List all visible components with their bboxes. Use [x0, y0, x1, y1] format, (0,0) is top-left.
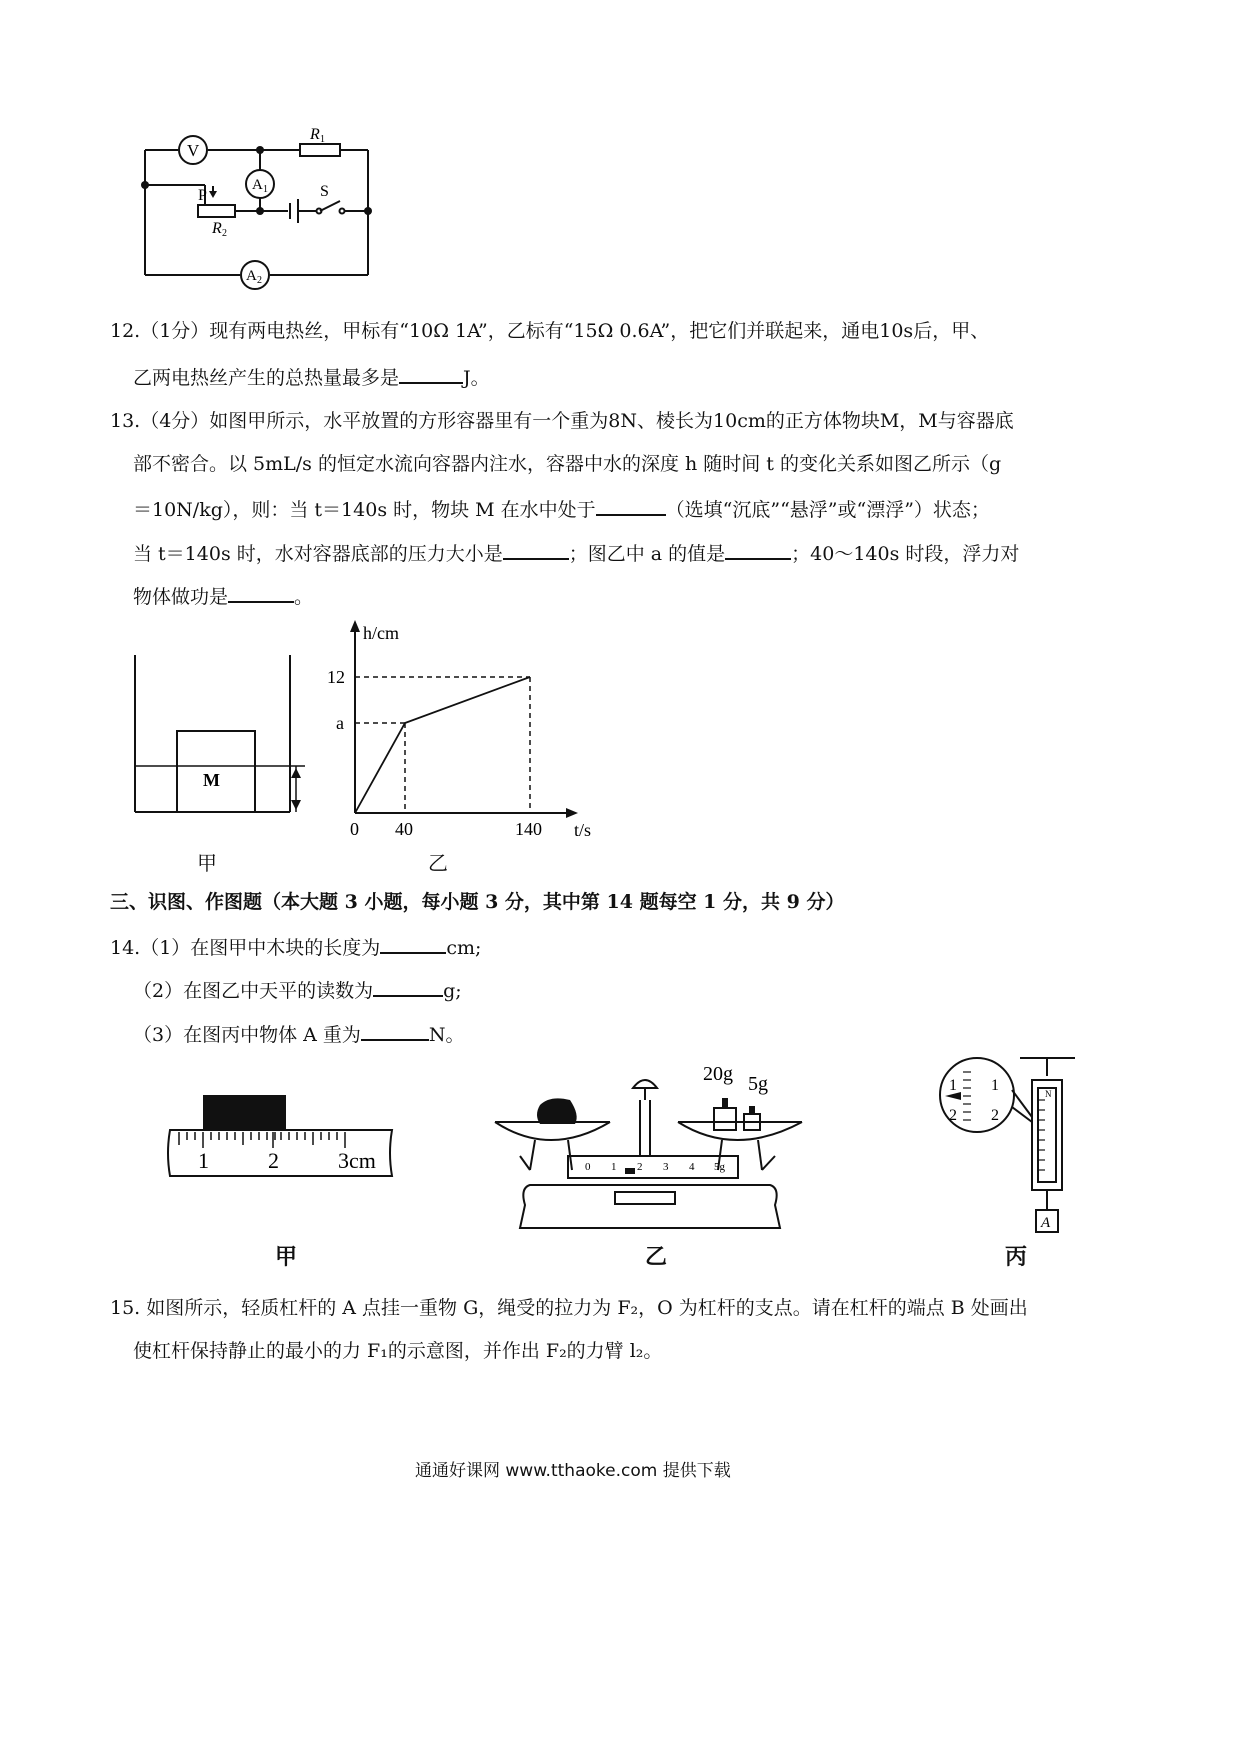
y-axis-label: h/cm — [363, 623, 399, 643]
object-on-pan — [537, 1098, 577, 1124]
svg-text:2: 2 — [991, 1107, 999, 1124]
weight-5g-label: 5g — [748, 1073, 768, 1095]
svg-text:N: N — [1045, 1089, 1052, 1099]
r1-label: R — [310, 128, 320, 143]
ammeter2-label: A — [246, 268, 257, 284]
y-tick-label: 12 — [327, 667, 345, 687]
h-t-chart — [320, 615, 610, 845]
q14-caption-jia: 甲 — [275, 1245, 298, 1270]
section3-title: 三、识图、作图题（本大题 3 小题，每小题 3 分，其中第 14 题每空 1 分，共 9 分） — [110, 891, 845, 913]
svg-text:5g: 5g — [714, 1161, 725, 1173]
x-tick-label: 40 — [395, 819, 413, 839]
svg-text:1: 1 — [320, 134, 325, 145]
q15-line2: 使杠杆保持静止的最小的力 F₁的示意图，并作出 F₂的力臂 l₂。 — [133, 1340, 663, 1362]
svg-text:1: 1 — [263, 184, 268, 195]
q13-pressure-blank[interactable] — [503, 538, 569, 560]
q15-line1: 15. 如图所示，轻质杠杆的 A 点挂一重物 G，绳受的拉力为 F₂，O 为杠杆的支点。请在杠杆的端点 B 处画出 — [110, 1297, 1028, 1319]
q13-state-blank[interactable] — [596, 494, 666, 516]
q13-line3: ＝10N/kg），则：当 t＝140s 时，物块 M 在水中处于 （选填“沉底”“悬浮”或“漂浮”）状态； — [133, 494, 990, 523]
x-axis-label: t/s — [574, 820, 592, 840]
x-tick-label: 0 — [350, 819, 359, 839]
slider-label: P — [198, 187, 207, 204]
object-a-label: A — [1041, 1215, 1051, 1231]
y-tick-label: a — [336, 713, 344, 733]
spring-scale-figure — [935, 1052, 1085, 1242]
container-figure — [125, 650, 315, 820]
q13-line1: 13.（4分）如图甲所示，水平放置的方形容器里有一个重为8N、棱长为10cm的正方体物块M，M与容器底 — [110, 410, 1014, 432]
footer-text: 通通好课网 www.tthaoke.com 提供下载 — [415, 1461, 731, 1481]
svg-text:1: 1 — [991, 1077, 999, 1094]
svg-text:0: 0 — [585, 1161, 591, 1173]
ruler-mark-3cm: 3cm — [338, 1148, 376, 1173]
svg-text:2: 2 — [637, 1161, 643, 1173]
svg-text:2: 2 — [222, 228, 227, 239]
svg-text:2: 2 — [257, 275, 262, 286]
ruler-mark-1: 1 — [198, 1148, 209, 1173]
q12-line1: 12.（1分）现有两电热丝，甲标有“10Ω 1A”，乙标有“15Ω 0.6A”，把它们并联起来，通电10s后，甲、 — [110, 320, 990, 342]
circuit-diagram — [140, 128, 380, 298]
q14-part1: 14.（1）在图甲中木块的长度为 cm; — [110, 932, 481, 961]
weight-20g-label: 20g — [703, 1063, 733, 1085]
q14-part2: （2）在图乙中天平的读数为 g; — [133, 975, 462, 1004]
series-line — [355, 677, 530, 813]
svg-text:2: 2 — [949, 1107, 957, 1124]
voltmeter-label: V — [187, 141, 200, 160]
svg-text:1: 1 — [949, 1077, 957, 1094]
balance-figure — [490, 1060, 810, 1240]
q13-caption-jia: 甲 — [197, 851, 217, 875]
q13-caption-yi: 乙 — [428, 851, 448, 875]
svg-text:4: 4 — [689, 1161, 695, 1173]
ruler-mark-2: 2 — [268, 1148, 279, 1173]
svg-text:3: 3 — [663, 1161, 669, 1173]
q14-part3: （3）在图丙中物体 A 重为 N。 — [133, 1019, 465, 1048]
q14-mass-blank[interactable] — [373, 975, 443, 997]
x-tick-label: 140 — [515, 819, 542, 839]
q14-caption-bing: 丙 — [1005, 1245, 1028, 1270]
ruler-figure — [160, 1090, 400, 1190]
r2-label: R — [212, 220, 222, 237]
switch-label: S — [320, 183, 329, 200]
q14-length-blank[interactable] — [380, 932, 446, 954]
q13-line5: 物体做功是 。 — [133, 581, 313, 610]
svg-text:1: 1 — [611, 1161, 617, 1173]
q13-a-value-blank[interactable] — [725, 538, 791, 560]
wood-block — [203, 1095, 286, 1133]
q13-work-blank[interactable] — [228, 581, 294, 603]
ammeter1-label: A — [252, 177, 263, 193]
block-m-label: M — [203, 770, 220, 790]
q12-answer-blank[interactable] — [399, 362, 463, 384]
q13-line4: 当 t＝140s 时，水对容器底部的压力大小是 ；图乙中 a 的值是 ；40～140s 时段，浮力对 — [133, 538, 1019, 567]
q14-caption-yi: 乙 — [645, 1245, 668, 1270]
q13-line2: 部不密合。以 5mL/s 的恒定水流向容器内注水，容器中水的深度 h 随时间 t 的变化关系如图乙所示（g — [133, 453, 1002, 475]
q12-line2: 乙两电热丝产生的总热量最多是 J。 — [133, 362, 490, 391]
rider — [625, 1168, 635, 1174]
q14-weight-blank[interactable] — [361, 1019, 429, 1041]
